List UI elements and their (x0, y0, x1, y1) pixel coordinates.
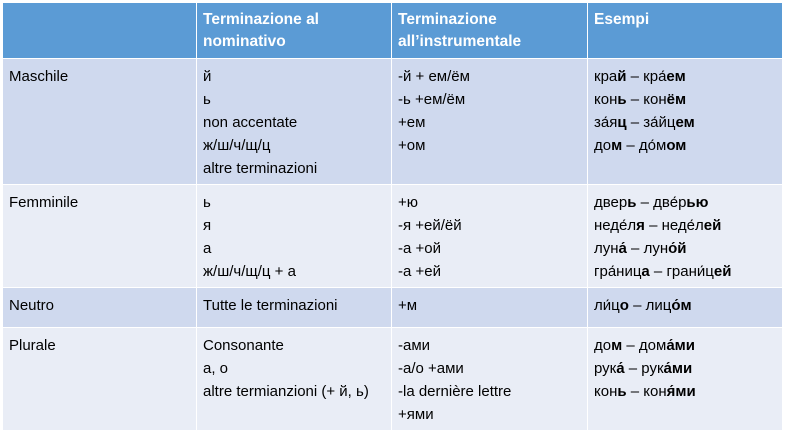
example-stem: лун (643, 240, 669, 257)
example-stem: кон (643, 383, 667, 400)
example-pair (594, 334, 776, 357)
example-ending: ём (666, 91, 687, 108)
example-stem: дом (638, 337, 667, 354)
example-ending: а́ми (663, 360, 693, 377)
instrumental-cell (392, 288, 588, 328)
example-pair (594, 237, 776, 260)
example-ending: ем (666, 68, 686, 85)
examples-cell (588, 185, 783, 288)
instrumental-cell (392, 185, 588, 288)
example-stem: грани́ц (666, 263, 714, 280)
example-base-ending: а́ (616, 360, 625, 377)
nominative-ending: а, о (203, 360, 229, 377)
example-base-ending: ц (617, 114, 627, 131)
example-dash: – (649, 263, 667, 280)
nominative-ending: я (203, 217, 212, 234)
example-ending: о́й (668, 240, 687, 257)
example-base-ending: о (619, 297, 629, 314)
example-stem: две́р (653, 194, 687, 211)
instrumental-case-table (2, 2, 783, 431)
nominative-ending: й (203, 68, 212, 85)
example-pair (594, 357, 776, 380)
example-pair (594, 88, 776, 111)
example-base-ending: ь (617, 383, 627, 400)
example-ending: ей (703, 217, 722, 234)
example-base: неде́л (594, 217, 637, 234)
header-instrumental: Terminazione all’instrumentale (392, 3, 588, 59)
examples-cell (588, 59, 783, 185)
example-stem: кра́ (643, 68, 667, 85)
nominative-ending: Tutte le terminazioni (203, 297, 338, 314)
example-pair (594, 111, 776, 134)
row-label: Neutro (3, 288, 197, 328)
table-row (3, 288, 783, 328)
example-stem: лиц (645, 297, 672, 314)
nominative-cell (197, 288, 392, 328)
instrumental-ending: +ем (398, 114, 426, 131)
header-nominative: Terminazione al nominativo (197, 3, 392, 59)
example-base-ending: м (611, 137, 623, 154)
nominative-cell (197, 328, 392, 431)
nominative-cell (197, 185, 392, 288)
example-dash: – (626, 383, 644, 400)
example-base-ending: а (641, 263, 650, 280)
example-ending: ом (666, 137, 687, 154)
example-stem: рук (641, 360, 664, 377)
row-label: Maschile (3, 59, 197, 185)
example-base: за́я (594, 114, 618, 131)
example-dash: – (644, 217, 662, 234)
table-row (3, 328, 783, 431)
row-label: Plurale (3, 328, 197, 431)
example-base: гра́ниц (594, 263, 642, 280)
nominative-ending: non accentate (203, 114, 298, 131)
instrumental-ending: +ями (398, 406, 434, 423)
example-dash: – (622, 337, 639, 354)
example-base: до (594, 137, 612, 154)
example-base: до (594, 337, 612, 354)
header-row (3, 3, 783, 59)
example-dash: – (628, 297, 646, 314)
instrumental-ending: -й + ем/ём (398, 68, 470, 85)
instrumental-ending: +ом (398, 137, 426, 154)
examples-cell (588, 328, 783, 431)
example-base-ending: а́ (618, 240, 627, 257)
example-base-ending: м (611, 337, 623, 354)
instrumental-ending: -ь +ем/ём (398, 91, 466, 108)
example-base: рук (594, 360, 617, 377)
example-pair (594, 191, 776, 214)
header-examples: Esempi (588, 3, 783, 59)
example-stem: кон (643, 91, 667, 108)
example-pair (594, 65, 776, 88)
grammar-table-container (2, 2, 782, 431)
example-ending: ем (675, 114, 695, 131)
row-label: Femminile (3, 185, 197, 288)
instrumental-ending: +м (398, 297, 418, 314)
instrumental-ending: -а +ой (398, 240, 441, 257)
table-row (3, 59, 783, 185)
example-stem: неде́л (661, 217, 704, 234)
example-pair (594, 294, 776, 317)
example-dash: – (626, 240, 644, 257)
nominative-cell (197, 59, 392, 185)
example-dash: – (626, 91, 644, 108)
examples-cell (588, 288, 783, 328)
example-base-ending: ь (627, 194, 637, 211)
nominative-ending: ь (203, 91, 211, 108)
nominative-ending: ь (203, 194, 211, 211)
instrumental-ending: -la dernière lettre (398, 383, 512, 400)
example-stem: за́йц (643, 114, 676, 131)
example-ending: я́ми (666, 383, 696, 400)
nominative-ending: ж/ш/ч/щ/ц (203, 137, 271, 154)
example-base-ending: я (636, 217, 645, 234)
example-pair (594, 134, 776, 157)
example-base: двер (594, 194, 628, 211)
example-stem: до́м (638, 137, 667, 154)
example-base: кон (594, 383, 618, 400)
example-dash: – (626, 68, 644, 85)
nominative-ending: ж/ш/ч/щ/ц + а (203, 263, 296, 280)
example-base: лун (594, 240, 619, 257)
example-ending: ей (713, 263, 732, 280)
header-empty (3, 3, 197, 59)
nominative-ending: altre termianzioni (+ й, ь) (203, 383, 369, 400)
example-base-ending: ь (617, 91, 627, 108)
example-ending: а́ми (666, 337, 695, 354)
example-pair (594, 260, 776, 283)
example-base-ending: й (617, 68, 627, 85)
instrumental-ending: -а/о +ами (398, 360, 464, 377)
example-pair (594, 380, 776, 403)
example-base: кра (594, 68, 618, 85)
example-pair (594, 214, 776, 237)
example-dash: – (626, 114, 644, 131)
example-dash: – (624, 360, 642, 377)
example-ending: о́м (671, 297, 692, 314)
instrumental-ending: +ю (398, 194, 419, 211)
nominative-ending: а (203, 240, 212, 257)
nominative-ending: Consonante (203, 337, 284, 354)
table-body (3, 59, 783, 431)
instrumental-ending: -я +ей/ёй (398, 217, 462, 234)
instrumental-ending: -ами (398, 337, 431, 354)
table-row (3, 185, 783, 288)
example-ending: ью (686, 194, 709, 211)
nominative-ending: altre terminazioni (203, 160, 318, 177)
example-base: кон (594, 91, 618, 108)
example-dash: – (622, 137, 639, 154)
example-dash: – (636, 194, 654, 211)
example-base: ли́ц (594, 297, 620, 314)
instrumental-cell (392, 59, 588, 185)
instrumental-ending: -а +ей (398, 263, 441, 280)
instrumental-cell (392, 328, 588, 431)
